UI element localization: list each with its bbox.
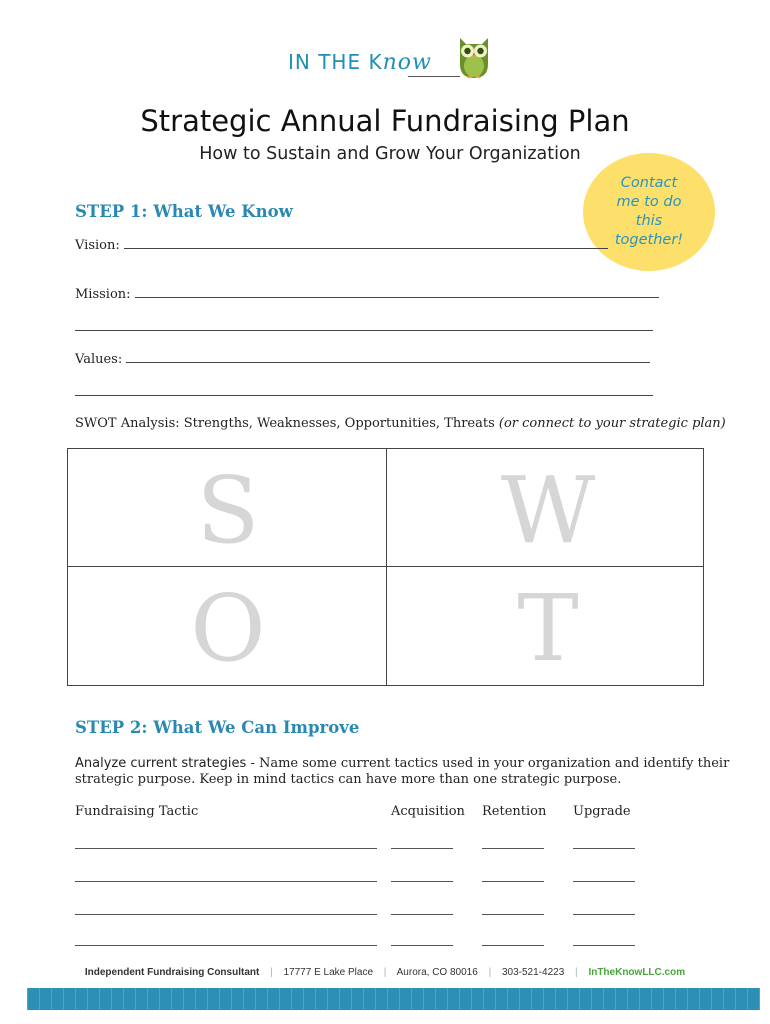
mission-field-2[interactable]	[75, 320, 653, 331]
footer-separator: |	[270, 967, 273, 978]
step2-lead-rest: - Name some current tactics used in your organization and identify their	[246, 756, 730, 771]
upgrade-field-4[interactable]	[573, 945, 635, 946]
upgrade-field-1[interactable]	[573, 848, 635, 849]
values-field[interactable]	[126, 352, 650, 363]
acquisition-field-1[interactable]	[391, 848, 453, 849]
retention-field-2[interactable]	[482, 881, 544, 882]
logo-text	[288, 50, 432, 75]
page-title: Strategic Annual Fundraising Plan	[140, 104, 630, 138]
footer-address: 17777 E Lake Place	[283, 967, 374, 978]
footer	[0, 967, 770, 978]
swot-o: O	[190, 575, 266, 682]
swot-text: SWOT Analysis: Strengths, Weaknesses, Opportunities, Threats	[75, 416, 495, 431]
footer-bar	[27, 988, 760, 1010]
col-fundraising-tactic: Fundraising Tactic	[75, 804, 199, 819]
mission-label: Mission:	[75, 287, 131, 302]
logo-in-the: IN THE	[288, 50, 369, 74]
swot-s: S	[196, 457, 260, 564]
swot-t: T	[517, 575, 579, 682]
footer-phone[interactable]: 303-521-4223	[501, 967, 565, 978]
page-subtitle: How to Sustain and Grow Your Organization	[199, 144, 581, 164]
step2-intro	[75, 756, 729, 771]
tactic-field-2[interactable]	[75, 881, 377, 882]
tactic-field-3[interactable]	[75, 914, 377, 915]
swot-note: (or connect to your strategic plan)	[498, 416, 726, 431]
upgrade-field-3[interactable]	[573, 914, 635, 915]
step2-intro-2: strategic purpose. Keep in mind tactics can have more than one strategic purpose.	[75, 772, 622, 787]
retention-field-1[interactable]	[482, 848, 544, 849]
logo-k: K	[368, 50, 383, 74]
tactic-field-1[interactable]	[75, 848, 377, 849]
retention-field-3[interactable]	[482, 914, 544, 915]
values-row	[75, 352, 650, 367]
col-retention: Retention	[482, 804, 547, 819]
swot-horizontal-divider	[68, 566, 703, 567]
acquisition-field-4[interactable]	[391, 945, 453, 946]
swot-caption	[75, 416, 726, 431]
footer-separator: |	[575, 967, 578, 978]
vision-label: Vision:	[75, 238, 120, 253]
logo-now: now	[382, 50, 432, 75]
swot-vertical-divider	[386, 449, 387, 685]
swot-grid	[67, 448, 704, 686]
swot-w: W	[500, 457, 596, 564]
footer-city: Aurora, CO 80016	[396, 967, 478, 978]
acquisition-field-3[interactable]	[391, 914, 453, 915]
step1-heading: STEP 1: What We Know	[75, 202, 293, 221]
step2-lead: Analyze current strategies	[75, 756, 247, 771]
vision-field[interactable]	[124, 238, 608, 249]
values-label: Values:	[75, 352, 123, 367]
contact-badge[interactable]	[583, 153, 715, 271]
contact-badge-text: Contact me to do this together!	[614, 175, 684, 248]
footer-website-link[interactable]: InTheKnowLLC.com	[588, 967, 686, 978]
col-upgrade: Upgrade	[573, 804, 631, 819]
acquisition-field-2[interactable]	[391, 881, 453, 882]
col-acquisition: Acquisition	[391, 804, 465, 819]
step2-heading: STEP 2: What We Can Improve	[75, 718, 360, 737]
upgrade-field-2[interactable]	[573, 881, 635, 882]
mission-row-2	[75, 320, 653, 335]
retention-field-4[interactable]	[482, 945, 544, 946]
values-row-2	[75, 385, 653, 400]
footer-separator: |	[383, 967, 387, 978]
mission-field[interactable]	[135, 287, 659, 298]
logo-underline	[408, 76, 460, 77]
logo	[288, 36, 498, 82]
tactic-field-4[interactable]	[75, 945, 377, 946]
footer-role: Independent Fundraising Consultant	[84, 967, 260, 978]
mission-row	[75, 287, 659, 302]
footer-separator: |	[488, 967, 492, 978]
owl-icon	[454, 34, 494, 80]
values-field-2[interactable]	[75, 385, 653, 396]
vision-row	[75, 238, 608, 253]
